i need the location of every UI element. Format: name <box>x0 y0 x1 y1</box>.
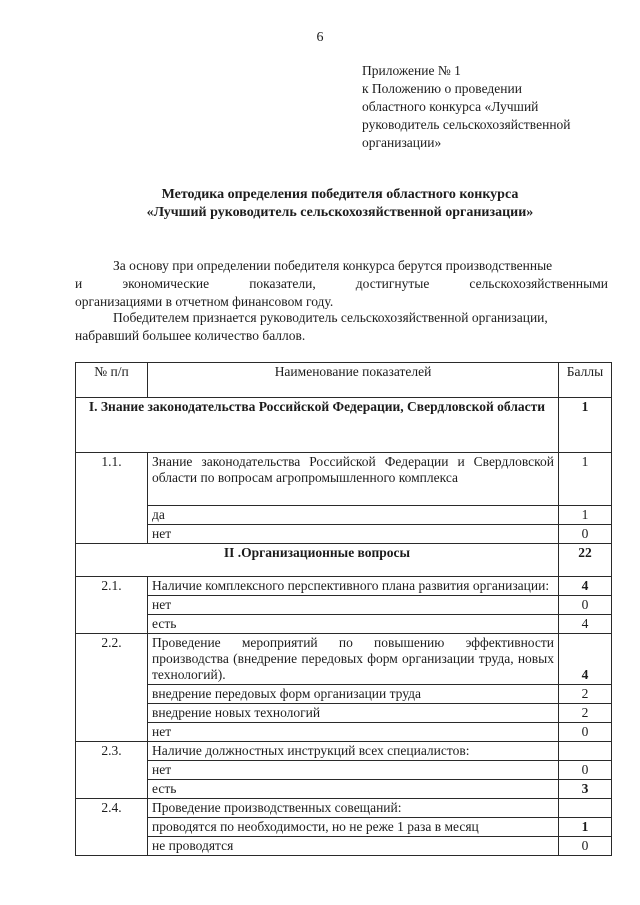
page-number: 6 <box>316 30 324 45</box>
option-label: нет <box>148 596 559 615</box>
criterion-score: 4 <box>559 577 612 596</box>
table-row <box>76 780 612 799</box>
option-score: 0 <box>559 837 612 856</box>
option-label: нет <box>148 761 559 780</box>
criterion-text: Наличие должностных инструкций всех специалистов: <box>148 742 559 761</box>
criterion-text: Наличие комплексного перспективного плана развития организации: <box>148 577 559 596</box>
option-score: 0 <box>559 761 612 780</box>
criterion-text: Проведение производственных совещаний: <box>148 799 559 818</box>
criterion-number: 1.1. <box>76 453 148 544</box>
option-label: внедрение новых технологий <box>148 704 559 723</box>
title-line-2: «Лучший руководитель сельскохозяйственной организации» <box>146 205 534 220</box>
section-row <box>76 398 612 453</box>
title-line-1: Методика определения победителя областного конкурса <box>161 187 519 202</box>
option-score: 0 <box>559 596 612 615</box>
table-row <box>76 525 612 544</box>
criterion-score <box>559 742 612 761</box>
option-label: нет <box>148 723 559 742</box>
section-title: II .Организационные вопросы <box>76 544 559 577</box>
table-row <box>76 685 612 704</box>
section-score: 1 <box>559 398 612 453</box>
appendix-line: областного конкурса «Лучший <box>362 99 539 114</box>
paragraph-winner <box>75 309 608 345</box>
option-label: внедрение передовых форм организации труда <box>148 685 559 704</box>
section-title: I. Знание законодательства Российской Федерации, Свердловской области <box>76 398 559 453</box>
paragraph-line: организациями в отчетном финансовом году. <box>75 294 334 309</box>
section-score: 22 <box>559 544 612 577</box>
paragraph-line: Победителем признается руководитель сельскохозяйственной организации, <box>113 310 548 325</box>
header-name: Наименование показателей <box>148 363 559 398</box>
option-label: проводятся по необходимости, но не реже 1 раза в месяц <box>148 818 559 837</box>
appendix-note <box>362 62 612 152</box>
table-row <box>76 723 612 742</box>
paragraph-line-justified <box>75 275 608 293</box>
table-row <box>76 577 612 596</box>
header-num: № п/п <box>76 363 148 398</box>
option-score: 0 <box>559 723 612 742</box>
option-score: 4 <box>559 615 612 634</box>
option-score: 1 <box>559 818 612 837</box>
appendix-line: к Положению о проведении <box>362 81 522 96</box>
criterion-text: Проведение мероприятий по повышению эффективности производства (внедрение передовых форм организации труда, новых технологий). <box>148 634 559 685</box>
appendix-line: руководитель сельскохозяйственной <box>362 117 571 132</box>
option-label: не проводятся <box>148 837 559 856</box>
appendix-line: Приложение № 1 <box>362 63 461 78</box>
appendix-line: организации» <box>362 135 442 150</box>
table-row <box>76 837 612 856</box>
criterion-number: 2.2. <box>76 634 148 742</box>
word: показатели, <box>249 276 316 291</box>
table-header-row <box>76 363 612 398</box>
option-score: 1 <box>559 506 612 525</box>
option-score: 0 <box>559 525 612 544</box>
option-label: есть <box>148 615 559 634</box>
option-label: да <box>148 506 559 525</box>
table-row <box>76 704 612 723</box>
table-row <box>76 506 612 525</box>
table-row <box>76 799 612 818</box>
option-label: есть <box>148 780 559 799</box>
criterion-score <box>559 799 612 818</box>
option-score: 2 <box>559 704 612 723</box>
word: экономические <box>122 276 210 291</box>
paragraph-line: За основу при определении победителя конкурса берутся производственные <box>113 258 553 273</box>
table-row <box>76 818 612 837</box>
table-row <box>76 615 612 634</box>
document-title <box>60 186 620 222</box>
paragraph-line: набравший большее количество баллов. <box>75 328 306 343</box>
table-row <box>76 596 612 615</box>
option-score: 3 <box>559 780 612 799</box>
option-label: нет <box>148 525 559 544</box>
table-row <box>76 761 612 780</box>
paragraph-basis <box>75 257 608 311</box>
criterion-score: 4 <box>559 634 612 685</box>
criteria-table <box>75 362 612 856</box>
table-row <box>76 634 612 685</box>
criterion-number: 2.4. <box>76 799 148 856</box>
criterion-number: 2.1. <box>76 577 148 634</box>
section-row <box>76 544 612 577</box>
word: достигнутые <box>355 276 430 291</box>
criterion-score: 1 <box>559 453 612 506</box>
word: и <box>75 276 83 291</box>
option-score: 2 <box>559 685 612 704</box>
word: сельскохозяйственными <box>469 276 608 291</box>
header-score: Баллы <box>559 363 612 398</box>
table-row <box>76 742 612 761</box>
table-row <box>76 453 612 506</box>
criterion-number: 2.3. <box>76 742 148 799</box>
criterion-text: Знание законодательства Российской Федерации и Свердловской области по вопросам агропромышленного комплекса <box>148 453 559 506</box>
